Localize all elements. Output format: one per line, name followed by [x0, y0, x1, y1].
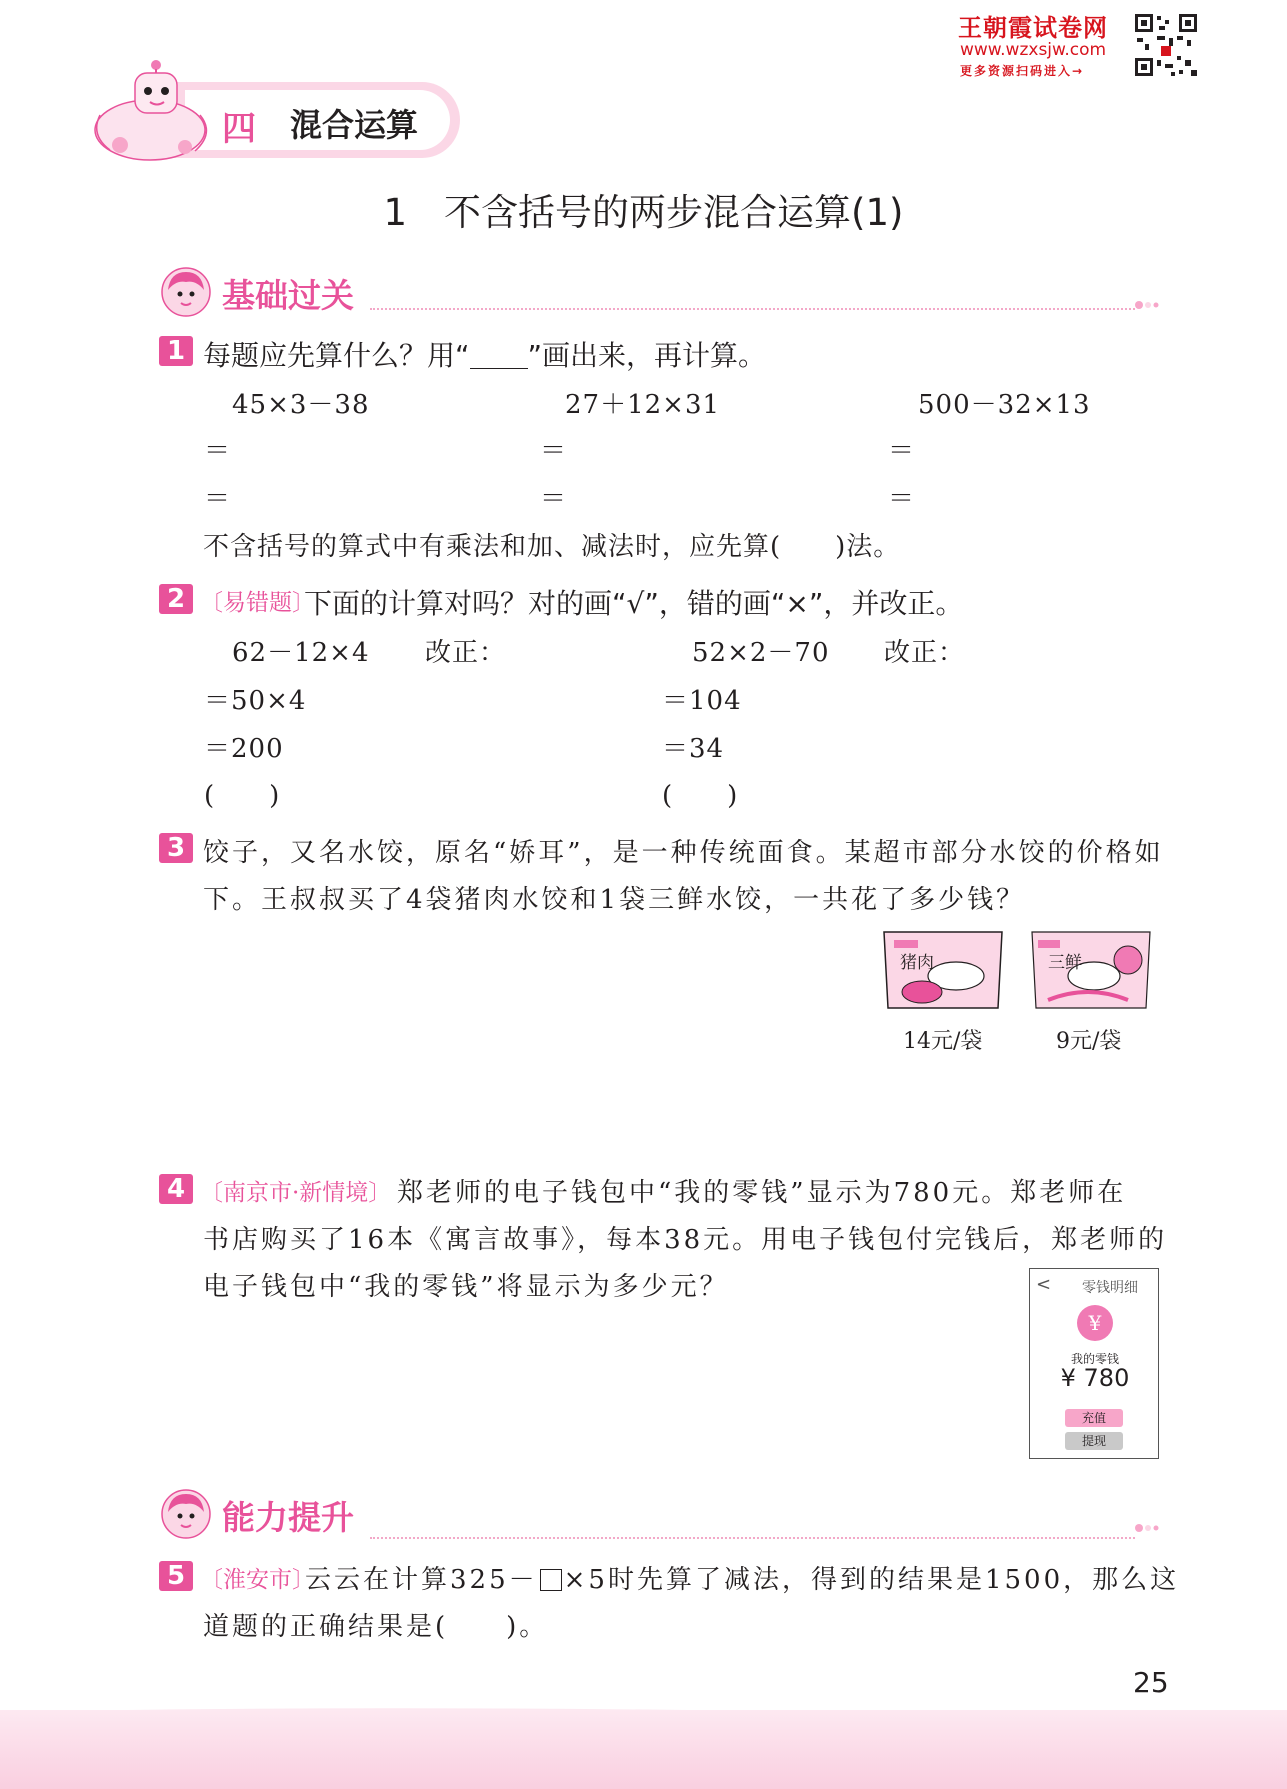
- q4-text-line-1: 郑老师的电子钱包中“我的零钱”显示为780元。郑老师在: [397, 1178, 1127, 1208]
- section-dots-icon: [1134, 1523, 1160, 1533]
- question-number: 4: [159, 1174, 193, 1204]
- section-title-basic: 基础过关: [222, 276, 354, 315]
- three-delicacies-dumpling-bag-icon: [1028, 928, 1154, 1012]
- equals-sign: ＝: [540, 484, 568, 514]
- page-number: 25: [1133, 1666, 1169, 1699]
- equals-sign: ＝: [888, 484, 916, 514]
- robot-mascot-icon: [80, 55, 240, 165]
- yen-icon: ¥: [1077, 1305, 1113, 1341]
- q2-right-step-2: ＝34: [662, 734, 725, 764]
- q5-tag: 〔淮安市〕: [200, 1567, 315, 1593]
- q2-left-judge-blank[interactable]: ( ): [204, 781, 281, 811]
- three-delicacies-price: 9元/袋: [1056, 1029, 1122, 1054]
- q1-prompt: [203, 334, 766, 374]
- q2-tag: 〔易错题〕: [200, 590, 315, 616]
- question-number: 1: [159, 336, 193, 366]
- section-divider: [370, 308, 1135, 310]
- equals-sign: ＝: [204, 484, 232, 514]
- q2-left-correction-label: 改正：: [425, 638, 507, 668]
- chapter-number: 四: [222, 109, 256, 149]
- brand-hint: 更多资源扫码进入→: [960, 64, 1085, 78]
- q2-left-expression: 62－12×4: [232, 638, 370, 668]
- girl-avatar-icon: [160, 1488, 212, 1540]
- q2-right-expression: 52×2－70: [692, 638, 830, 668]
- three-delicacies-bag-label: 三鲜: [1048, 953, 1082, 973]
- q2-left-step-2: ＝200: [204, 734, 284, 764]
- q1-expression-3: 500－32×13: [918, 390, 1091, 420]
- pork-dumpling-bag-icon: [880, 928, 1006, 1012]
- q5-text-line-1: [305, 1559, 1179, 1596]
- unknown-box: [540, 1569, 562, 1591]
- q1-prompt-pre: 每题应先算什么？用“: [203, 339, 470, 372]
- q5-text-post: ×5时先算了减法，得到的结果是1500，那么这: [563, 1565, 1180, 1595]
- recharge-button[interactable]: 充值: [1065, 1409, 1123, 1427]
- q4-text-line-3: 电子钱包中“我的零钱”将显示为多少元？: [203, 1272, 729, 1302]
- withdraw-button[interactable]: 提现: [1065, 1432, 1123, 1450]
- q5-text-pre: 云云在计算325－: [305, 1565, 538, 1595]
- pork-price: 14元/袋: [903, 1029, 983, 1054]
- q5-text-line-2: 道题的正确结果是( )。: [203, 1612, 549, 1642]
- q1-fill-in-sentence: 不含括号的算式中有乘法和加、减法时，应先算( )法。: [203, 532, 901, 562]
- section-divider: [370, 1537, 1135, 1539]
- chapter-title: 混合运算: [290, 106, 419, 144]
- q2-right-judge-blank[interactable]: ( ): [662, 781, 739, 811]
- footer-band: [0, 1710, 1287, 1789]
- back-arrow-icon[interactable]: <: [1036, 1274, 1052, 1295]
- section-title-advanced: 能力提升: [222, 1498, 354, 1537]
- q1-expression-1: 45×3－38: [232, 390, 370, 420]
- q1-prompt-post: ”画出来，再计算。: [527, 339, 767, 372]
- underline-blank: [470, 347, 528, 369]
- q2-right-correction-label: 改正：: [884, 638, 966, 668]
- q3-text-line-2: 下。王叔叔买了4袋猪肉水饺和1袋三鲜水饺，一共花了多少钱？: [203, 885, 1026, 915]
- q4-tag: 〔南京市·新情境〕: [200, 1180, 392, 1206]
- wallet-balance: ¥ 780: [1060, 1364, 1130, 1392]
- girl-avatar-icon: [160, 266, 212, 318]
- pork-bag-label: 猪肉: [900, 953, 934, 973]
- equals-sign: ＝: [888, 436, 916, 466]
- brand-title: 王朝霞试卷网: [958, 14, 1108, 42]
- q4-text-line-2: 书店购买了16本《寓言故事》，每本38元。用电子钱包付完钱后，郑老师的: [203, 1225, 1168, 1255]
- question-number: 2: [159, 584, 193, 614]
- q2-left-step-1: ＝50×4: [204, 686, 307, 716]
- wallet-screen-title: 零钱明细: [1082, 1280, 1138, 1296]
- q1-expression-2: 27＋12×31: [565, 390, 721, 420]
- q3-text-line-1: 饺子，又名水饺，原名“娇耳”，是一种传统面食。某超市部分水饺的价格如: [203, 838, 1164, 868]
- brand-url[interactable]: www.wzxsjw.com: [960, 40, 1107, 60]
- qr-code-icon[interactable]: [1133, 12, 1199, 78]
- equals-sign: ＝: [540, 436, 568, 466]
- lesson-title: 1 不含括号的两步混合运算(1): [383, 191, 904, 234]
- question-number: 3: [159, 833, 193, 863]
- section-dots-icon: [1134, 300, 1160, 310]
- question-number: 5: [159, 1561, 193, 1591]
- q2-right-step-1: ＝104: [662, 686, 742, 716]
- equals-sign: ＝: [204, 436, 232, 466]
- my-change-label: 我的零钱: [1070, 1352, 1119, 1366]
- q2-prompt: 下面的计算对吗？对的画“√”，错的画“×”，并改正。: [304, 587, 964, 620]
